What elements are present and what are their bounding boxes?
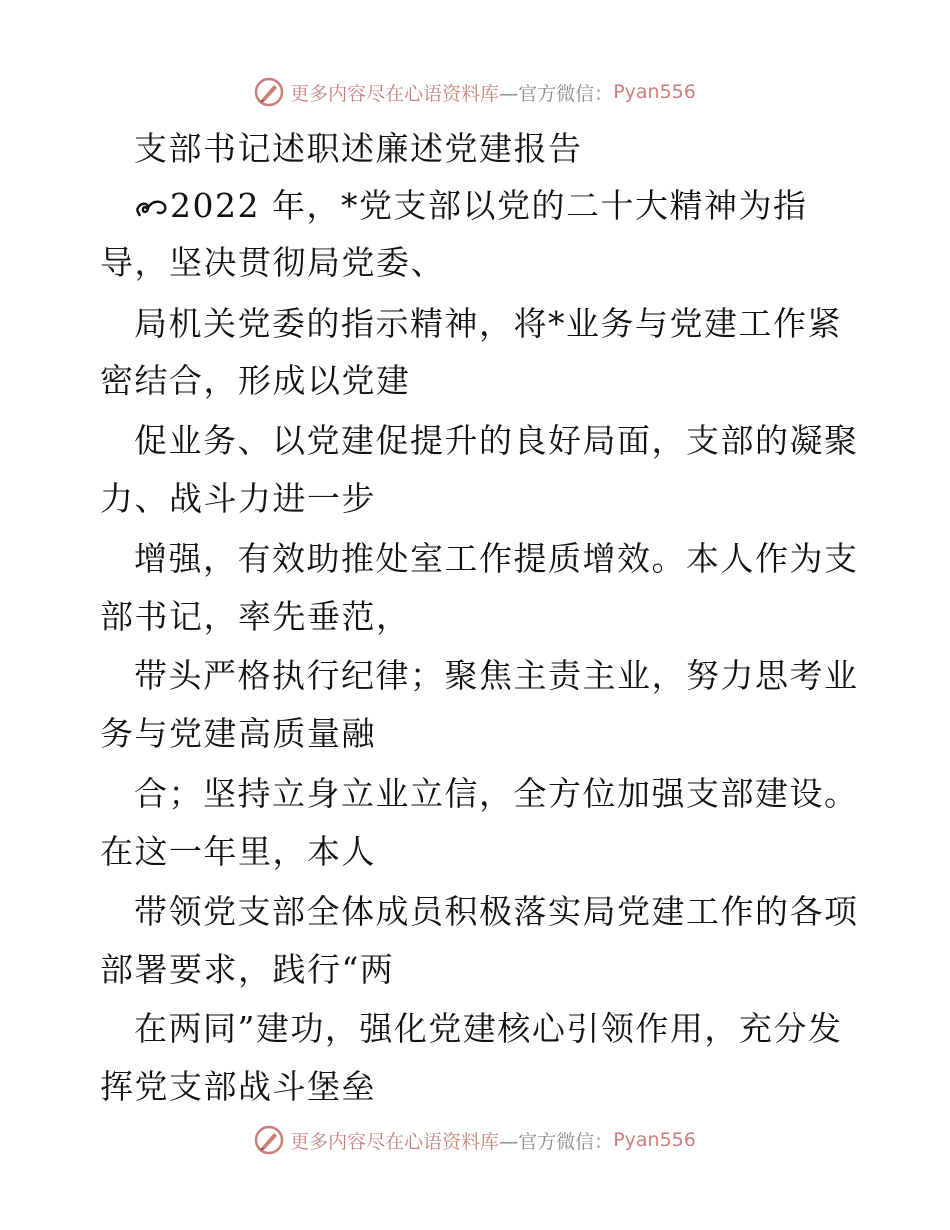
- paragraph-line: 促业务、以党建促提升的良好局面，支部的凝聚: [134, 421, 859, 460]
- document-title: 支部书记述职述廉述党建报告: [134, 129, 583, 168]
- paragraph-line: 带头严格执行纪律；聚焦主责主业，努力思考业: [134, 656, 859, 695]
- paragraph-line: 部署要求，践行“两: [100, 950, 395, 989]
- paragraph-line: 增强，有效助推处室工作提质增效。本人作为支: [134, 539, 859, 578]
- paragraph-line: 部书记，率先垂范，: [100, 597, 411, 636]
- paragraph-line: 务与党建高质量融: [100, 714, 376, 753]
- watermark-official-label: —官方微信：: [499, 82, 614, 105]
- watermark-wechat-id: Pyan556: [613, 81, 696, 103]
- paragraph-line: [134, 186, 807, 226]
- watermark-text: 更多内容尽在心语资料库: [290, 82, 500, 105]
- header-watermark: [0, 72, 950, 112]
- paragraph-line: 力、战斗力进一步: [100, 479, 376, 518]
- pen-logo-icon: [254, 77, 284, 107]
- watermark-wechat-id: Pyan556: [613, 1129, 696, 1151]
- watermark-text: 更多内容尽在心语资料库: [290, 1130, 500, 1153]
- paragraph-line: 局机关党委的指示精神，将*业务与党建工作紧: [134, 304, 842, 343]
- footer-watermark: [0, 1120, 950, 1160]
- paragraph-line: 在这一年里，本人: [100, 832, 376, 871]
- swirl-bullet-icon: [134, 194, 170, 220]
- paragraph-line: 合；坚持立身立业立信，全方位加强支部建设。: [134, 774, 859, 813]
- watermark-official-label: —官方微信：: [499, 1130, 614, 1153]
- paragraph-line-text: 2022 年，*党支部以党的二十大精神为指: [170, 186, 808, 225]
- paragraph-line: 带领党支部全体成员积极落实局党建工作的各项: [134, 892, 859, 931]
- pen-logo-icon: [254, 1125, 284, 1155]
- paragraph-line: 在两同”建功，强化党建核心引领作用，充分发: [134, 1009, 843, 1048]
- paragraph-line: 密结合，形成以党建: [100, 361, 411, 400]
- paragraph-line: 挥党支部战斗堡垒: [100, 1067, 376, 1106]
- paragraph-line: 导，坚决贯彻局党委、: [100, 243, 445, 282]
